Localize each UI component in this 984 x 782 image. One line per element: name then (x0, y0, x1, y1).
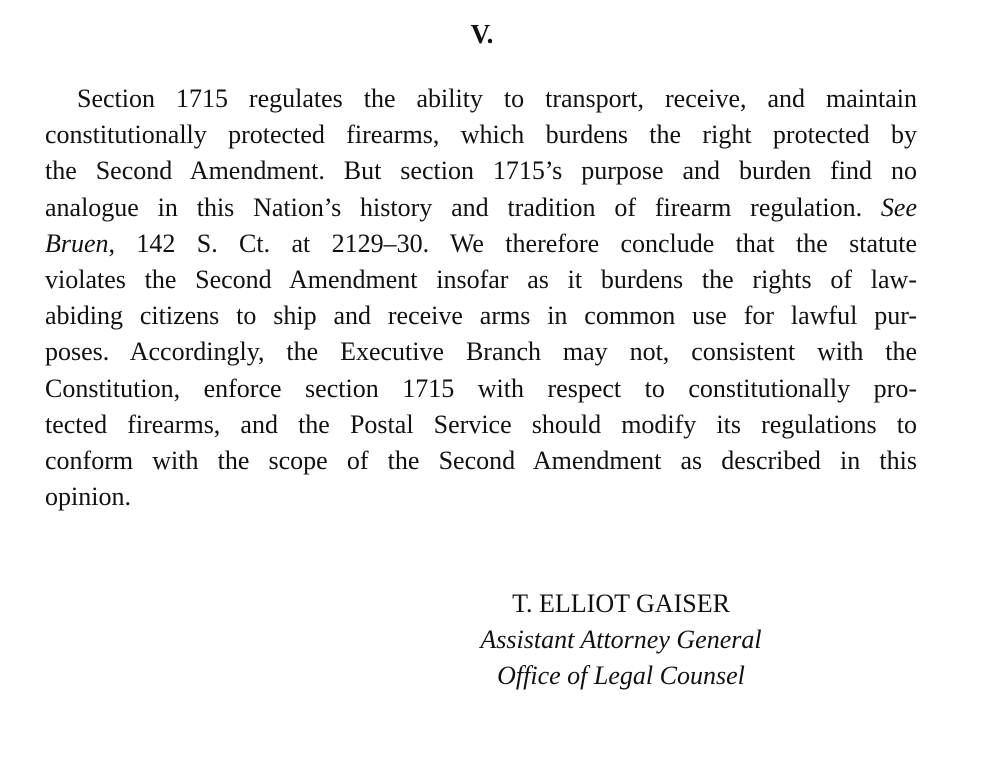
paragraph-line: Constitution, enforce section 1715 with respect to constitutionally pro- (45, 373, 917, 403)
paragraph-line: Section 1715 regulates the ability to transport, receive, and maintain (77, 84, 917, 113)
paragraph-line-with-case (45, 226, 917, 262)
citation-signal: See (880, 192, 917, 222)
paragraph-line: the Second Amendment. But section 1715’s purpose and burden find no (45, 156, 917, 186)
signatory-title: Assistant Attorney General (480, 625, 762, 654)
paragraph-text: analogue in this Nation’s history and tradition of firearm regulation. (45, 192, 863, 222)
body-paragraph (45, 81, 917, 515)
paragraph-line: tected firearms, and the Postal Service should modify its regulations to (45, 409, 917, 439)
paragraph-line: poses. Accordingly, the Executive Branch may not, consistent with the (45, 337, 917, 367)
paragraph-line-with-citation (45, 190, 917, 226)
paragraph-line: conform with the scope of the Second Amendment as described in this (45, 446, 917, 476)
section-heading: V. (470, 19, 494, 49)
case-name: Bruen (45, 228, 109, 258)
paragraph-line: opinion. (45, 482, 131, 512)
paragraph-text: , 142 S. Ct. at 2129–30. We therefore conclude that the statute (108, 228, 917, 258)
paragraph-line: violates the Second Amendment insofar as it burdens the rights of law- (45, 265, 917, 295)
signatory-office: Office of Legal Counsel (497, 661, 745, 690)
paragraph-line: constitutionally protected firearms, which burdens the right protected by (45, 120, 917, 150)
signatory-name: T. ELLIOT GAISER (512, 589, 730, 618)
paragraph-line: abiding citizens to ship and receive arms in common use for lawful pur- (45, 301, 917, 331)
signature-block (420, 586, 822, 694)
